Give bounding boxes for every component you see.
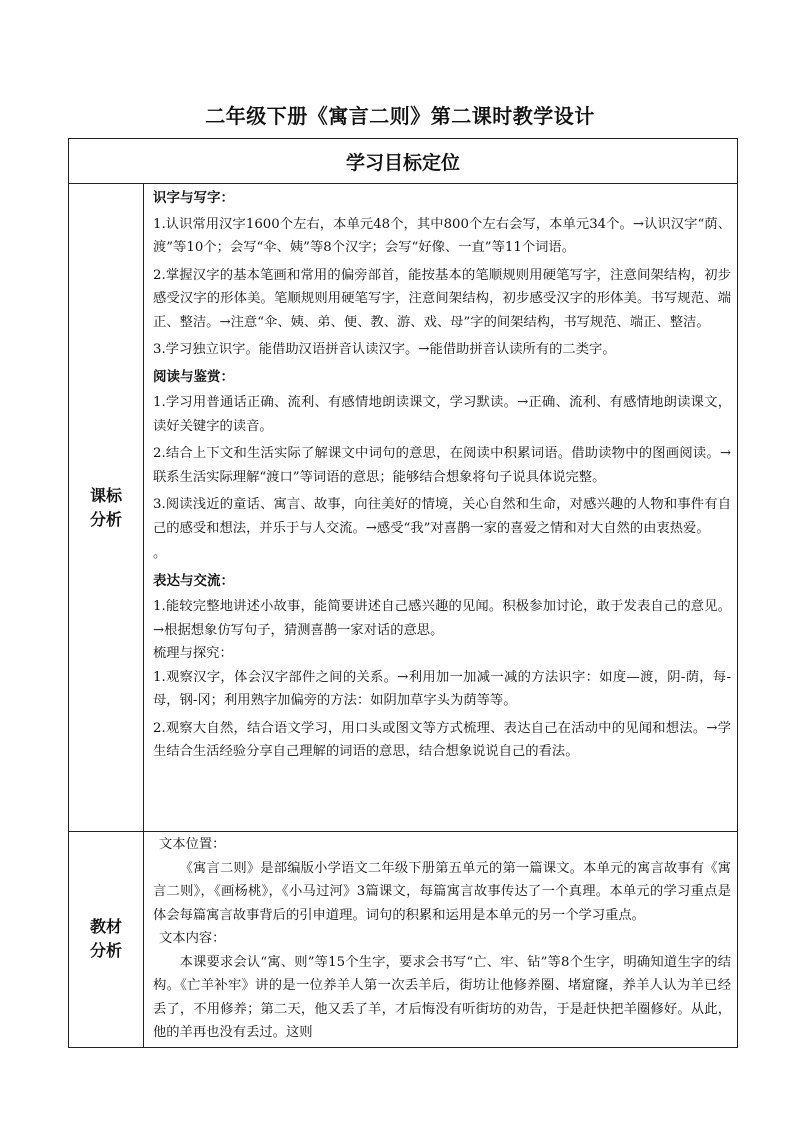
lesson-design-table [68, 138, 738, 1048]
reading-item-2: 2.结合上下文和生活实际了解课文中词句的意思，在阅读中积累词语。借助读物中的图画阅读。→联系生活实际理解“渡口”等词语的意思；能够结合想象将句子说具体说完整。 [153, 446, 731, 485]
reading-item-1: 1.学习用普通话正确、流利、有感情地朗读课文，学习默读。→正确、流利、有感情地朗读课文，读好关键字的读音。 [153, 395, 731, 434]
standards-analysis-row [69, 184, 738, 832]
table-header: 学习目标定位 [69, 139, 738, 184]
section-heading-inquiry: 梳理与探究： [153, 646, 233, 661]
standards-analysis-content [144, 184, 738, 832]
text-content-paragraph: 本课要求会认“寓、则”等15个生字，要求会书写“亡、牢、钻”等8个生字，明确知道生字的结构。《亡羊补牢》讲的是一位养羊人第一次丢羊后，街坊让他修养圈、堵窟窿，养羊人认为羊已经丢了，不用修养；第二天，他又丢了羊，才后悔没有听街坊的劝告，于是赶快把羊圈修好。从此，他的羊再也没有丢过。这则 [153, 954, 731, 1040]
page-title: 二年级下册《寓言二则》第二课时教学设计 [205, 104, 595, 128]
literacy-item-2: 2.掌握汉字的基本笔画和常用的偏旁部首，能按基本的笔顺规则用硬笔写字，注意间架结构，初步感受汉字的形体美。笔顺规则用硬笔写字，注意间架结构，初步感受汉字的形体美。书写规范、端正、整洁。→注意“伞、姨、弟、便、教、游、戏、母”字的间架结构，书写规范、端正、整洁。 [153, 267, 731, 330]
textbook-analysis-label: 教材 分析 [69, 832, 144, 1048]
text-content-heading: 文本内容： [159, 931, 226, 946]
text-position-heading: 文本位置： [159, 837, 226, 852]
section-heading-expression: 表达与交流： [153, 572, 234, 589]
reading-item-3: 3.阅读浅近的童话、寓言、故事，向往美好的情境，关心自然和生命，对感兴趣的人物和事件有自己的感受和想法，并乐于与人交流。→感受“我”对喜鹊一家的喜爱之情和对大自然的由衷热爱。 [153, 497, 731, 536]
textbook-analysis-row [69, 832, 738, 1048]
reading-trailing-mark: 。 [153, 546, 167, 561]
section-heading-literacy: 识字与写字： [153, 190, 234, 206]
inquiry-item-1: 1.观察汉字，体会汉字部件之间的关系。→利用加一加减一减的方法识字：如度—渡，阴-荫，每-母，钢-冈；利用熟字加偏旁的方法：如阴加草字头为荫等等。 [153, 669, 731, 708]
section-heading-reading: 阅读与鉴赏： [153, 368, 234, 385]
table-header-row [69, 139, 738, 184]
standards-analysis-label: 课标 分析 [69, 184, 144, 832]
literacy-item-3: 3.学习独立识字。能借助汉语拼音认读汉字。→能借助拼音认读所有的二类字。 [153, 342, 616, 357]
literacy-item-1: 1.认识常用汉字1600个左右，本单元48个，其中800个左右会写，本单元34个。→认识汉字“荫、渡”等10个；会写“伞、姨”等8个汉字；会写“好像、一直”等11个词语。 [153, 216, 731, 255]
textbook-analysis-content [144, 832, 738, 1048]
inquiry-item-2: 2.观察大自然，结合语文学习，用口头或图文等方式梳理、表达自己在活动中的见闻和想法。→学生结合生活经验分享自己理解的词语的意思，结合想象说说自己的看法。 [153, 720, 731, 759]
text-position-paragraph: 《寓言二则》是部编版小学语文二年级下册第五单元的第一篇课文。本单元的寓言故事有《寓言二则》，《画杨桃》，《小马过河》3篇课文，每篇寓言故事传达了一个真理。本单元的学习重点是体会每篇寓言故事背后的引申道理。词句的积累和运用是本单元的另一个学习重点。 [153, 860, 731, 923]
expression-item-1: 1.能较完整地讲述小故事，能简要讲述自己感兴趣的见闻。积极参加讨论，敢于发表自己的意见。→根据想象仿写句子，猜测喜鹊一家对话的意思。 [153, 599, 731, 638]
